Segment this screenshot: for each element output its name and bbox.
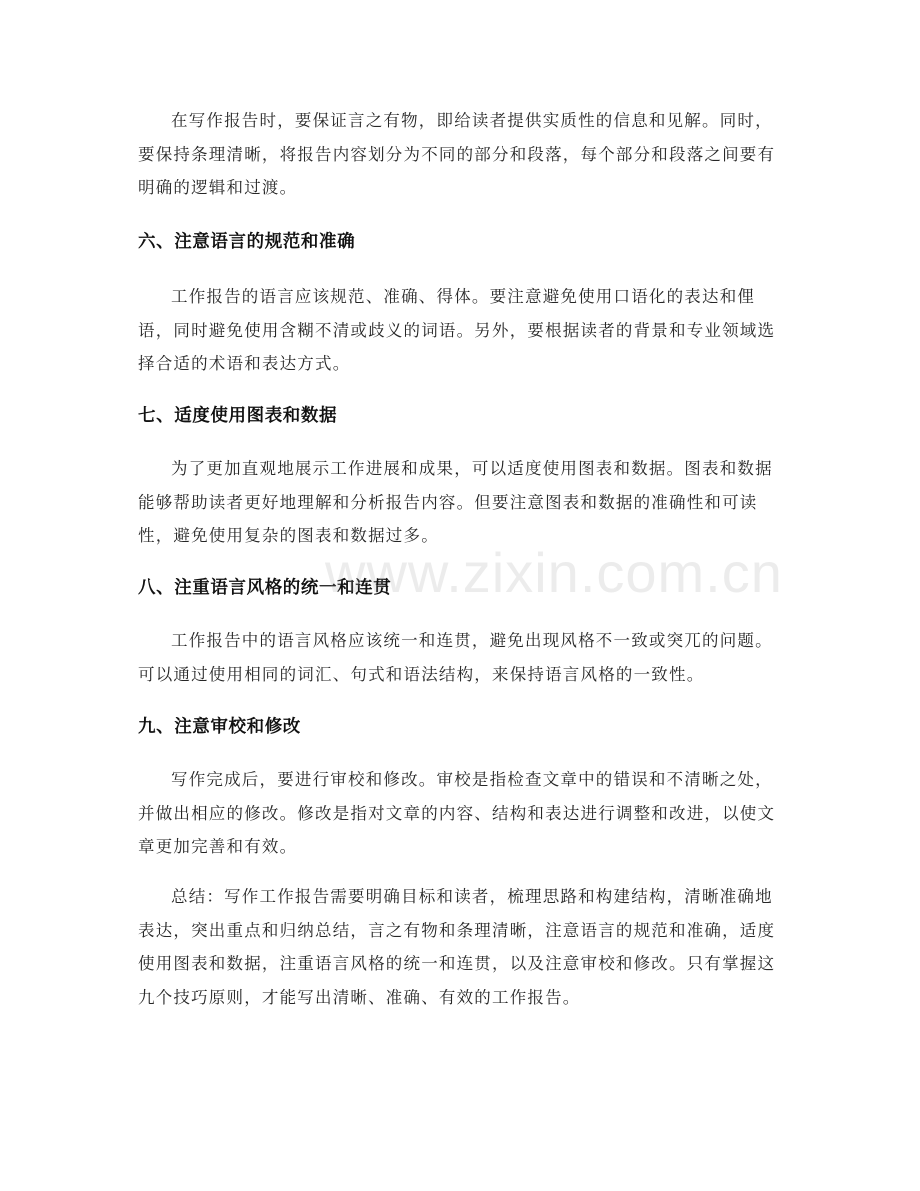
- summary-paragraph: 总结：写作工作报告需要明确目标和读者，梳理思路和构建结构，清晰准确地表达，突出重点和归纳总结，言之有物和条理清晰，注意语言的规范和准确，适度使用图表和数据，注重语言风格的统一和连贯，以及注意审校和修改。只有掌握这九个技巧原则，才能写出清晰、准确、有效的工作报告。: [138, 887, 776, 1007]
- section-body-7: 为了更加直观地展示工作进展和成果，可以适度使用图表和数据。图表和数据能够帮助读者更好地理解和分析报告内容。但要注意图表和数据的准确性和可读性，避免使用复杂的图表和数据过多。: [138, 459, 773, 545]
- intro-paragraph: 在写作报告时，要保证言之有物，即给读者提供实质性的信息和见解。同时，要保持条理清晰，将报告内容划分为不同的部分和段落，每个部分和段落之间要有明确的逻辑和过渡。: [138, 111, 776, 197]
- section-body-8: 工作报告中的语言风格应该统一和连贯，避免出现风格不一致或突兀的问题。可以通过使用相同的词汇、句式和语法结构，来保持语言风格的一致性。: [138, 631, 773, 684]
- section-heading-7: 七、适度使用图表和数据: [138, 406, 338, 426]
- section-heading-6: 六、注意语言的规范和准确: [138, 232, 356, 252]
- watermark: www.zixin.com.cn: [325, 541, 783, 604]
- section-body-6: 工作报告的语言应该规范、准确、得体。要注意避免使用口语化的表达和俚语，同时避免使用含糊不清或歧义的词语。另外，要根据读者的背景和专业领域选择合适的术语和表达方式。: [138, 287, 776, 373]
- section-heading-8: 八、注重语言风格的统一和连贯: [138, 578, 392, 598]
- section-heading-9: 九、注意审校和修改: [138, 717, 301, 737]
- section-body-9: 写作完成后，要进行审校和修改。审校是指检查文章中的错误和不清晰之处，并做出相应的修改。修改是指对文章的内容、结构和表达进行调整和改进，以使文章更加完善和有效。: [138, 770, 776, 856]
